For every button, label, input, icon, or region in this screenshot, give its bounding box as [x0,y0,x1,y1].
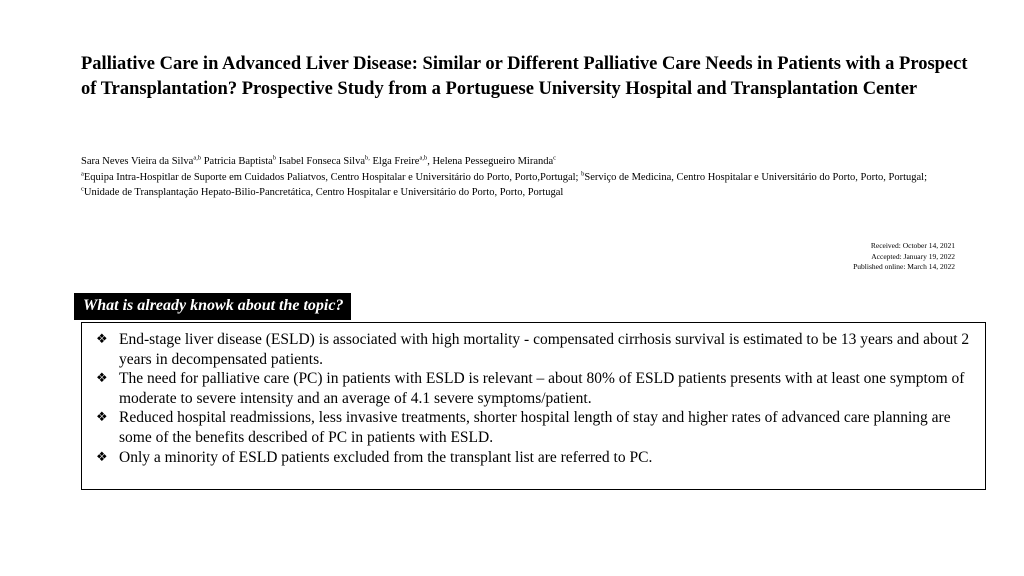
list-item [96,408,977,447]
diamond-bullet-icon: ❖ [96,371,108,387]
diamond-bullet-icon: ❖ [96,410,108,426]
affiliation-mark: a [81,170,84,177]
author-name: Patricia Baptista [203,156,273,167]
author-affiliation-mark: b [272,154,277,162]
publication-dates [853,241,955,273]
affiliation-mark: b [581,170,585,177]
list-item [96,448,977,468]
affiliations [81,170,961,201]
list-item [96,330,977,369]
accepted-date: Accepted: January 19, 2022 [871,251,955,261]
list-item [96,369,977,408]
author-name: Isabel Fonseca Silva [278,156,365,167]
author-affiliation-mark: a,b [419,154,428,162]
author-affiliation-mark: c [553,154,557,162]
published-date: Published online: March 14, 2022 [853,262,955,271]
author-name: Sara Neves Vieira da Silva [81,156,194,167]
diamond-bullet-icon: ❖ [96,449,108,465]
list-item-text: End-stage liver disease (ESLD) is associated with high mortality - compensated cirrhosis survival is estimated to be 13 years and about 2 years in decompensated patients. [119,331,970,368]
author-name: Helena Pessegueiro Miranda [432,156,554,167]
affiliation-text: Unidade de Transplantação Hepato-Bilio-Pancretática, Centro Hospitalar e Universitário do Porto, Porto, Portugal [83,187,564,198]
list-item-text: Reduced hospital readmissions, less invasive treatments, shorter hospital length of stay and higher rates of advanced care planning are some of the benefits described of PC in patients with ESLD. [119,409,951,446]
author-affiliation-mark: b, [365,154,370,162]
author-block [81,154,961,201]
key-points-box [81,322,986,490]
paper-title: Palliative Care in Advanced Liver Disease: Similar or Different Palliative Care Needs in Patients with a Prospect of Transplantation? Prospective Study from a Portuguese University Hospital and Transplantation Center [81,54,968,99]
key-points-header: What is already knowk about the topic? [74,293,351,320]
diamond-bullet-icon: ❖ [96,332,108,347]
affiliation-text: Equipa Intra-Hospitlar de Suporte em Cuidados Paliatvos, Centro Hospitalar e Universitário do Porto, Porto,Portugal; [83,171,582,183]
list-item-text: The need for palliative care (PC) in patients with ESLD is relevant – about 80% of ESLD patients presents with at least one symptom of moderate to severe intensity and an average of 4.1 severe symptoms/patient. [119,370,965,407]
author-name: Elga Freire [372,156,420,167]
list-item-text: Only a minority of ESLD patients excluded from the transplant list are referred to PC. [119,448,653,466]
received-date: Received: October 14, 2021 [870,241,955,250]
author-affiliation-mark: a,b [193,154,202,162]
affiliation-mark: c [81,185,84,193]
affiliation-text: Serviço de Medicina, Centro Hospitalar e Universitário do Porto, Porto, Portugal; [584,171,928,183]
author-list: Sara Neves Vieira da Silva$^{a,b}$ Patricia Baptista$^b$ Isabel Fonseca Silva$^{b,}$ Elga Freire$^{a,b}$, Helena Pessegueiro Miranda$^c$ [81,154,557,167]
key-points-list [96,330,977,467]
